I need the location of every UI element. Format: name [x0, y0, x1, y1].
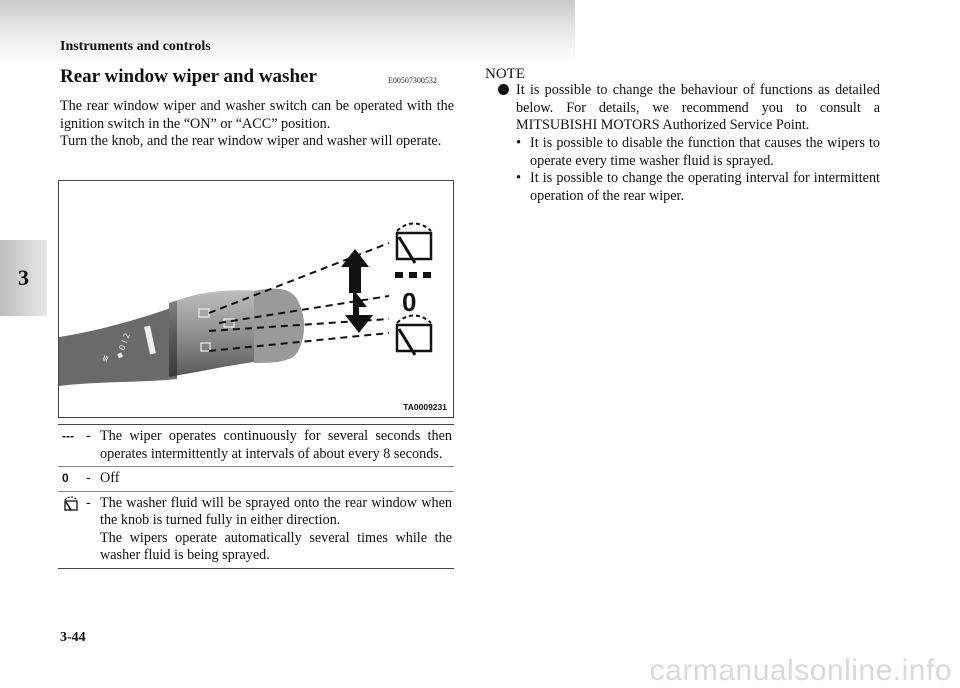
washer-icon	[62, 495, 80, 511]
legend-symbol: ---	[58, 425, 86, 467]
legend-row	[58, 425, 454, 467]
note-label: NOTE	[485, 66, 525, 82]
svg-text:◆ 0 I 2: ◆ 0 I 2	[114, 331, 132, 360]
wiper-switch-figure	[58, 180, 454, 418]
running-header: Instruments and controls	[60, 39, 211, 54]
figure-code: TA0009231	[403, 402, 447, 412]
symbol-legend	[58, 424, 454, 569]
section-body	[60, 98, 454, 151]
note-sub-text: It is possible to disable the function that causes the wipers to operate every time washer fluid is sprayed.	[530, 135, 880, 169]
legend-text: Off	[100, 470, 120, 486]
body-paragraph: Turn the knob, and the rear window wiper and washer will operate.	[60, 133, 442, 149]
off-symbol: 0	[402, 287, 417, 317]
note-sub-bullet	[516, 135, 880, 170]
legend-description	[100, 425, 454, 467]
rotate-up-arrow	[341, 249, 369, 293]
legend-text: The wipers operate automatically several times while the washer fluid is being sprayed.	[100, 529, 452, 563]
bullet-icon: •	[516, 170, 521, 186]
legend-text: The washer fluid will be sprayed onto the rear window when the knob is turned fully in either direction.	[100, 494, 452, 528]
note-sub-text: It is possible to change the operating interval for intermittent operation of the rear wiper.	[530, 170, 880, 204]
bullet-dot-icon	[498, 84, 509, 95]
bullet-icon: •	[516, 135, 521, 151]
washer-wiper-icon-bottom	[397, 316, 431, 356]
legend-symbol	[58, 491, 86, 568]
legend-symbol: 0	[58, 467, 86, 492]
watermark: carmanualsonline.info	[649, 654, 952, 687]
body-paragraph: The rear window wiper and washer switch can be operated with the ignition switch in the “ON” or “ACC” position.	[60, 98, 454, 132]
legend-text: The wiper operates continuously for several seconds then operates intermittently at intervals of about every 8 seconds.	[100, 428, 452, 462]
legend-dash: -	[86, 467, 100, 492]
note-sub-bullet	[516, 170, 880, 205]
legend-dash: -	[86, 425, 100, 467]
svg-text:≋: ≋	[100, 353, 113, 365]
legend-description	[100, 491, 454, 568]
wiper-switch-illustration	[59, 181, 453, 417]
section-code: E00507300532	[388, 76, 437, 85]
note-bullet	[498, 82, 880, 135]
washer-wiper-icon-top	[397, 224, 431, 264]
page-number: 3-44	[60, 630, 86, 645]
rotate-down-arrow	[345, 289, 373, 333]
legend-row	[58, 467, 454, 492]
legend-dash: -	[86, 491, 100, 568]
intermittent-symbol	[395, 272, 431, 278]
note-text: It is possible to change the behaviour of functions as detailed below. For details, we recommend you to consult a MITSUBISHI MOTORS Authorized Service Point.	[516, 82, 880, 133]
section-title: Rear window wiper and washer	[60, 66, 317, 87]
note-sub-bullets	[516, 135, 880, 205]
legend-row	[58, 491, 454, 568]
rear-wiper-knob	[177, 290, 259, 375]
chapter-number: 3	[18, 265, 29, 290]
legend-description	[100, 467, 454, 492]
